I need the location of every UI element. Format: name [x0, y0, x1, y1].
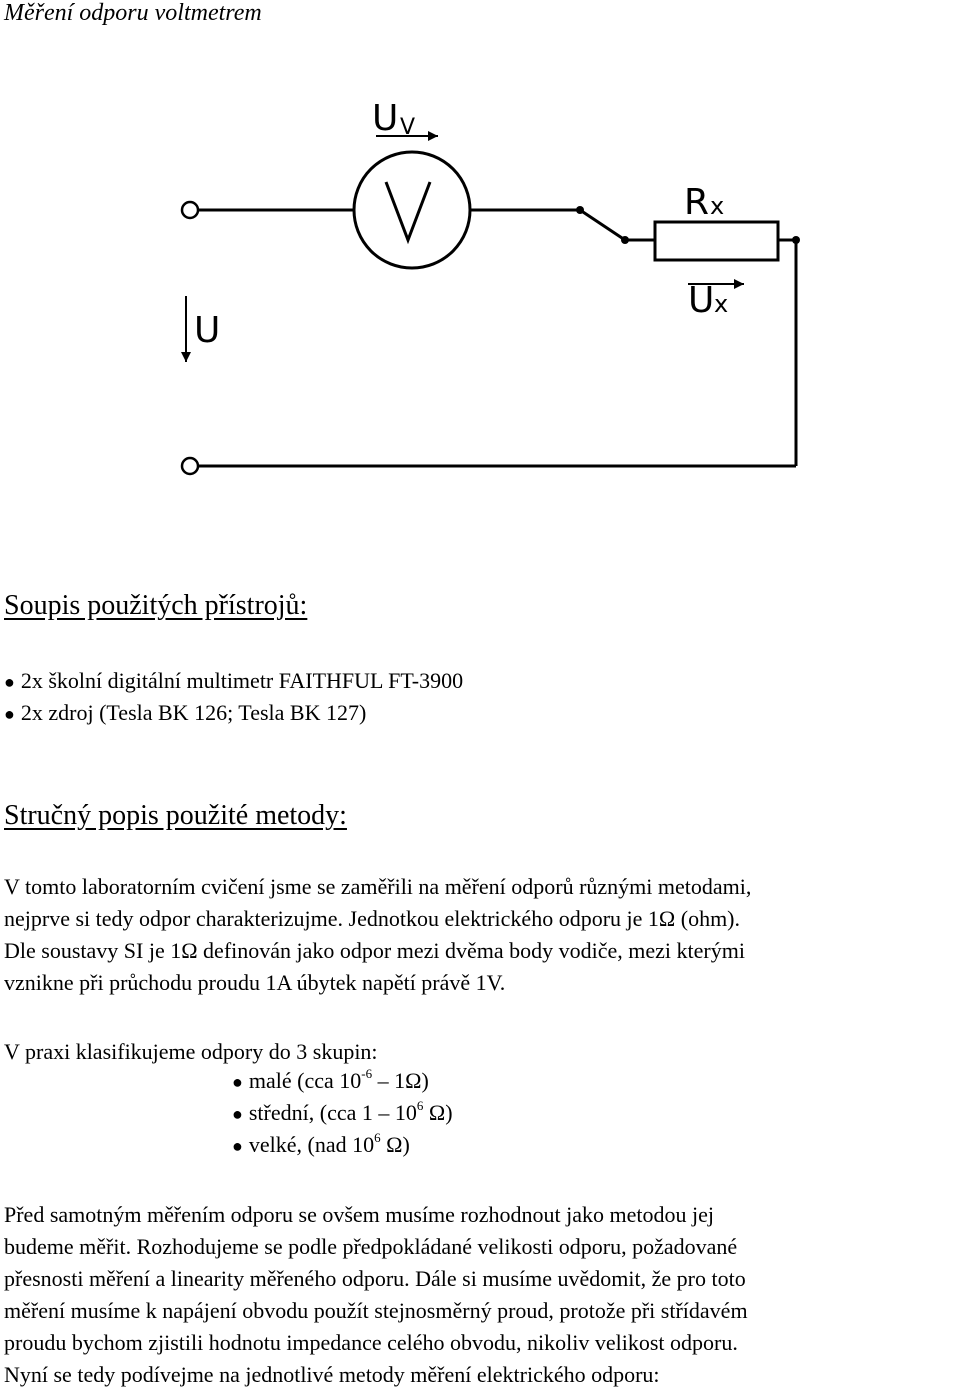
label-ux-sub: x [714, 290, 729, 318]
list-item: ● velké, (nad $10^6$ Ω) [232, 1129, 410, 1157]
label-u: U [194, 310, 221, 351]
label-rx: R [684, 182, 710, 223]
switch-dot-right [621, 236, 629, 244]
label-uv-sub: V [400, 115, 416, 140]
u-arrowhead [181, 352, 191, 362]
list-item: ● 2x školní digitální multimetr FAITHFUL FT-3900 [4, 668, 464, 693]
terminal-top [182, 202, 198, 218]
node-dot [792, 236, 800, 244]
uv-arrowhead [428, 131, 438, 141]
label-ux: U [688, 280, 715, 321]
heading-instruments: Soupis použitých přístrojů: [4, 590, 308, 621]
list-item: ● střední, (cca $1 - 10^6$ Ω) [232, 1097, 453, 1125]
page-title: Měření odporu voltmetrem [4, 0, 262, 26]
label-rx-sub: x [710, 192, 725, 220]
classification-intro: V praxi klasifikujeme odpory do 3 skupin: [4, 1039, 378, 1064]
voltmeter [354, 152, 470, 268]
circuit-diagram [0, 0, 960, 560]
ux-arrowhead [734, 279, 744, 289]
list-item: ● malé (cca $10^{-6} - 1\Omega$) [232, 1065, 429, 1093]
switch-dot-left [576, 206, 584, 214]
heading-method: Stručný popis použité metody: [4, 800, 347, 831]
terminal-bottom [182, 458, 198, 474]
list-item: ● 2x zdroj (Tesla BK 126; Tesla BK 127) [4, 700, 367, 725]
meter-v-glyph [386, 182, 430, 240]
resistor-rx [655, 222, 778, 260]
paragraph-method: Před samotným měřením odporu se ovšem musíme rozhodnout jako metodou jej budeme měřit. Rozhodujeme se podle předpokládané velikosti odporu, požadované přesnosti měření a linearity měřeného odporu. Dále si musíme uvědomit, že pro toto měření musíme k napájení obvodu použít stejnosměrný proud, protože při střídavém proudu bychom zjistili hodnotu impedance celého obvodu, nikoliv velikost odporu. Nyní se tedy podívejme na jednotlivé metody měření elektrického odporu: [4, 1202, 748, 1387]
paragraph-intro: V tomto laboratorním cvičení jsme se zaměřili na měření odporů různými metodami, nejprve si tedy odpor charakterizujme. Jednotkou elektrického odporu je 1Ω (ohm). Dle soustavy SI je 1Ω definován jako odpor mezi dvěma body vodiče, mezi kterými vznikne při průchodu proudu 1A úbytek napětí právě 1V. [4, 874, 752, 995]
label-uv: U [372, 98, 399, 139]
switch-blade [580, 210, 625, 240]
